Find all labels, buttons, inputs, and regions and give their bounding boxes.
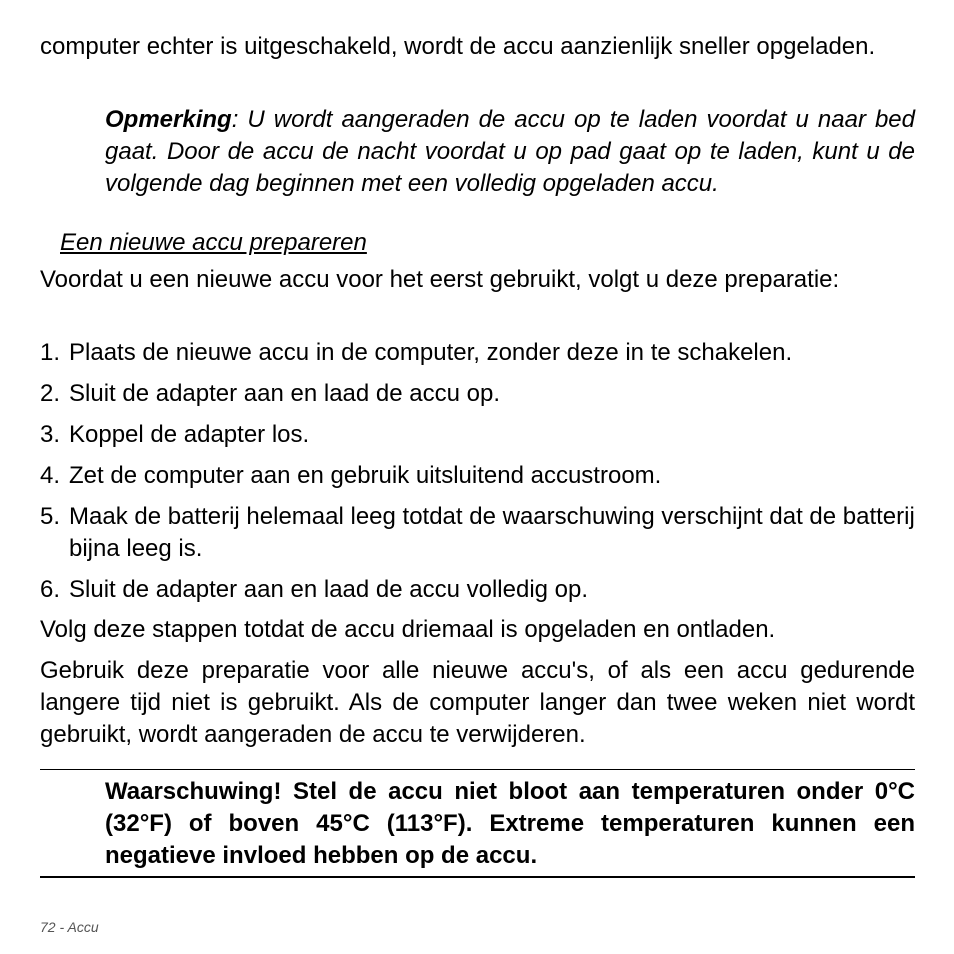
step-number: 3. [40,421,61,448]
list-item [40,419,915,451]
follow-up-paragraph: Volg deze stappen totdat de accu driemaal is opgeladen en ontladen. [40,616,776,643]
step-number: 4. [40,462,61,489]
list-item [40,337,915,369]
section-heading: Een nieuwe accu prepareren [60,229,367,256]
step-number: 5. [40,503,61,530]
step-text: Sluit de adapter aan en laad de accu volledig op. [69,576,589,603]
note-label: Opmerking [105,106,232,133]
page-footer: 72 - Accu [40,919,99,935]
step-text: Sluit de adapter aan en laad de accu op. [69,380,500,407]
step-number: 1. [40,339,61,366]
warning-bottom-rule [40,876,915,878]
warning-top-rule [40,769,915,770]
list-item [40,378,915,410]
warning-text: Waarschuwing! Stel de accu niet bloot aan temperaturen onder 0°C (32°F) of boven 45°C (113°F). Extreme temperaturen kunnen een negatieve invloed hebben op de accu. [105,778,915,869]
step-text: Maak de batterij helemaal leeg totdat de waarschuwing verschijnt dat de batterij bijna leeg is. [69,503,915,562]
step-text: Plaats de nieuwe accu in de computer, zonder deze in te schakelen. [69,339,793,366]
note-block [105,104,915,200]
step-number: 6. [40,576,61,603]
list-item [40,574,915,606]
step-text: Koppel de adapter los. [69,421,310,448]
note-text: : U wordt aangeraden de accu op te laden voordat u naar bed gaat. Door de accu de nacht voordat u op pad gaat op te laden, kunt u de volgende dag beginnen met een volledig opgeladen accu. [105,106,915,197]
step-number: 2. [40,380,61,407]
step-text: Zet de computer aan en gebruik uitsluitend accustroom. [69,462,662,489]
list-item [40,460,915,492]
section-intro: Voordat u een nieuwe accu voor het eerst gebruikt, volgt u deze preparatie: [40,266,840,293]
preparation-steps [40,337,915,615]
usage-paragraph: Gebruik deze preparatie voor alle nieuwe accu's, of als een accu gedurende langere tijd niet is gebruikt. Als de computer langer dan twee weken niet wordt gebruikt, wordt aangeraden de accu te verwijderen. [40,657,915,748]
intro-paragraph: computer echter is uitgeschakeld, wordt de accu aanzienlijk sneller opgeladen. [40,33,876,60]
list-item [40,501,915,565]
